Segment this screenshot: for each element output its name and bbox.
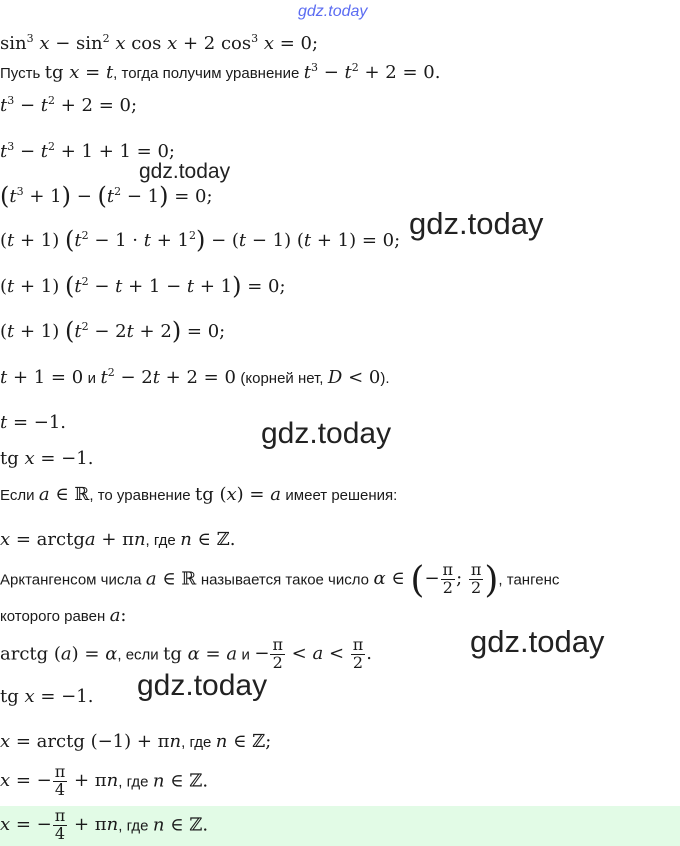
arctan-definition-cont: которого равен a: [0, 605, 127, 626]
substitution-line: Пусть tg x = t, тогда получим уравнение $t^3 - t^2 + 2 = 0$. [0, 61, 441, 83]
split-line: t + 1 = 0 и $t^2 - 2t + 2 = 0$ (корней нет, D < 0). [0, 366, 390, 388]
arctan-definition: Арктангенсом числа a ∈ ℝ называется такое число α ∈ (− $\frac{\pi}{2}$ ; $\frac{\pi}{2}$ ), тангенс [0, 560, 560, 602]
solution-step-2: x = − $\frac{\pi}{4}$ + πn, где n ∈ ℤ. [0, 762, 209, 799]
watermark-3: gdz.today [261, 417, 392, 450]
equation-t-result: t = −1. [0, 412, 67, 433]
general-solution: x = arctga + πn, где n ∈ ℤ. [0, 529, 236, 550]
arctan-condition: arctg (a) = α, если tg α = a и − $\frac{\pi}{2}$ < a < $\frac{\pi}{2}$ . [0, 635, 372, 672]
equation-tg: tg x = −1. [0, 448, 94, 469]
equation-t1: $t^3 - t^2 + 2 = 0$; [0, 94, 138, 116]
watermark-1: gdz.today [139, 160, 231, 183]
equation-t5: (t + 1) $(t^2 - t + 1 - t + 1) = 0$; [0, 272, 286, 300]
watermark-5: gdz.today [137, 669, 268, 702]
equation-t2: $t^3 - t^2 + 1 + 1 = 0$; [0, 140, 175, 162]
watermark-4: gdz.today [470, 624, 605, 659]
equation-original: $\sin^3 x - \sin^2 x$ cos x + 2 $\cos^3 x = 0$; [0, 32, 319, 54]
rule-line: Если a ∈ ℝ, то уравнение tg (x) = a имеет решения: [0, 484, 398, 505]
equation-tg-2: tg x = −1. [0, 686, 94, 707]
solution-step: x = arctg (−1) + πn, где n ∈ ℤ; [0, 731, 272, 752]
final-answer: x = − $\frac{\pi}{4}$ + πn, где n ∈ ℤ. [0, 806, 209, 843]
watermark-2: gdz.today [409, 206, 544, 241]
watermark-top: gdz.today [298, 3, 368, 20]
equation-t4: (t + 1) $(t^2 - 1 \cdot t + 1^2) - (t - 1) (t + 1) = 0$; [0, 226, 401, 254]
equation-t6: (t + 1) $(t^2 - 2t + 2) = 0$; [0, 317, 226, 345]
equation-t3: $(t^3 + 1) - (t^2 - 1) = 0$; [0, 182, 213, 210]
